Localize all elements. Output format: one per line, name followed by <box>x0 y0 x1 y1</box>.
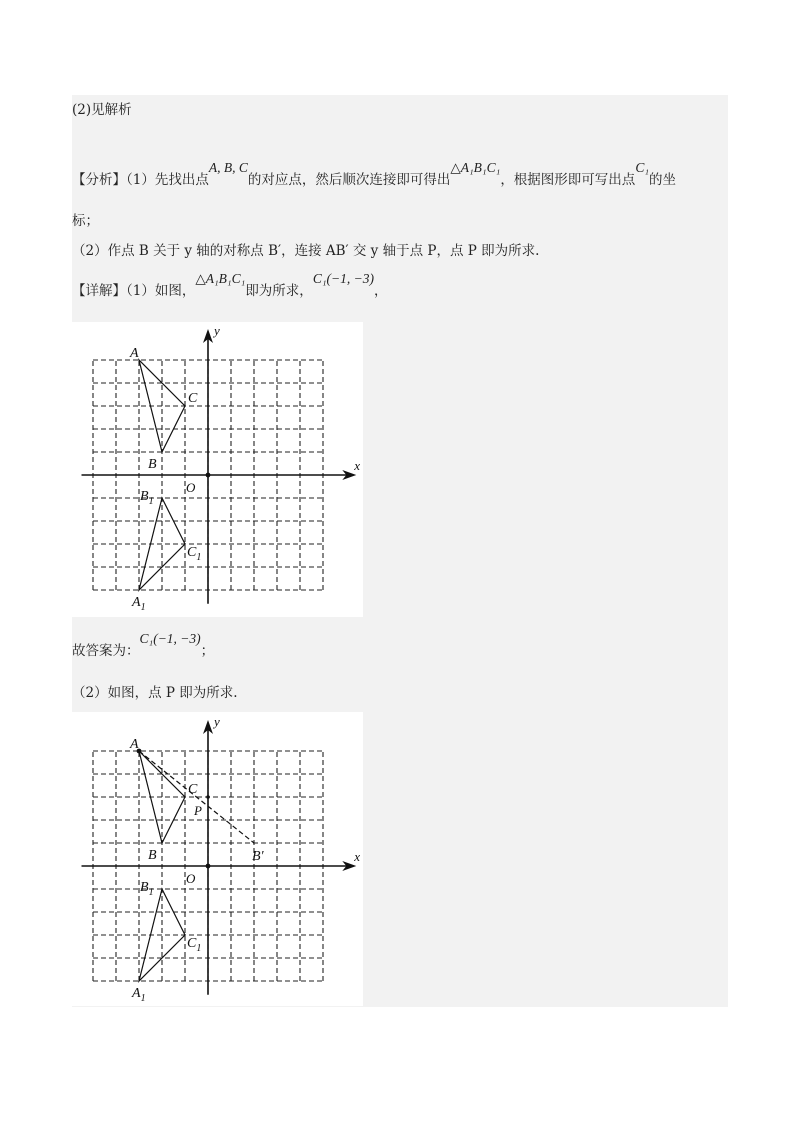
detail-text-3: ， <box>373 283 388 299</box>
label-p: P <box>194 803 202 818</box>
analysis-math-c1: C₁ <box>635 160 650 175</box>
label-a: A <box>130 346 139 361</box>
analysis-math-triangle: △A₁B₁C₁ <box>450 160 501 175</box>
dashed-line-ab-prime <box>139 751 254 843</box>
figure-1 <box>72 322 363 617</box>
label-b: B <box>148 848 157 863</box>
label-c: C <box>188 391 198 406</box>
analysis-line-1 <box>72 160 677 189</box>
analysis-text-3: ，根据图形即可写出点 <box>500 172 636 188</box>
answer-text-1: 故答案为： <box>72 643 140 659</box>
label-a: A <box>130 737 139 752</box>
label-b-prime: B′ <box>252 849 264 864</box>
axis-label-y: y <box>214 323 220 338</box>
origin-dot <box>206 864 211 869</box>
analysis-tag: 【分析】 <box>72 172 126 188</box>
detail-line <box>72 271 388 300</box>
label-c: C <box>188 782 198 797</box>
analysis-math-points: A, B, C <box>208 160 248 175</box>
figure-2-svg <box>72 712 363 1006</box>
answer-text-2: ； <box>200 643 215 659</box>
origin-label: O <box>186 871 196 886</box>
answer-line <box>72 631 215 660</box>
answer-math-c1: C₁(−1, −3) <box>139 631 201 646</box>
analysis-line-3: （2）作点 B 关于 y 轴的对称点 B′，连接 AB′ 交 y 轴于点 P，点 P 即为所求. <box>72 243 540 259</box>
analysis-text-2: 的对应点，然后顺次连接即可得出 <box>247 172 451 188</box>
detail-text-1: （1）如图， <box>126 283 196 299</box>
label-c1: $C_1$ <box>187 936 202 954</box>
axis-label-x: x <box>354 849 361 864</box>
axis-label-y: y <box>214 714 220 729</box>
label-a1: $A_1$ <box>132 986 146 1004</box>
detail-math-c1: C₁(−1, −3) <box>312 271 374 286</box>
detail-tag: 【详解】 <box>72 283 126 299</box>
axis-label-x: x <box>354 458 361 473</box>
heading: (2)见解析 <box>72 102 132 118</box>
point-p-dot <box>206 795 210 799</box>
analysis-text-1: （1）先找出点 <box>126 172 209 188</box>
origin-dot <box>206 473 211 478</box>
analysis-text-4: 的坐 <box>649 172 677 188</box>
analysis-line-2: 标； <box>72 213 99 229</box>
detail-text-2: 即为所求， <box>245 283 313 299</box>
origin-label: O <box>186 480 196 495</box>
figure-1-svg <box>72 322 363 617</box>
label-c1: $C_1$ <box>187 545 202 563</box>
label-b: B <box>148 457 157 472</box>
figure-2 <box>72 712 363 1006</box>
label-b1: $B_1$ <box>140 489 154 507</box>
part2-line: （2）如图，点 P 即为所求. <box>72 685 238 701</box>
detail-math-triangle: △A₁B₁C₁ <box>195 271 246 286</box>
label-a1: $A_1$ <box>132 595 146 613</box>
label-b1: $B_1$ <box>140 880 154 898</box>
